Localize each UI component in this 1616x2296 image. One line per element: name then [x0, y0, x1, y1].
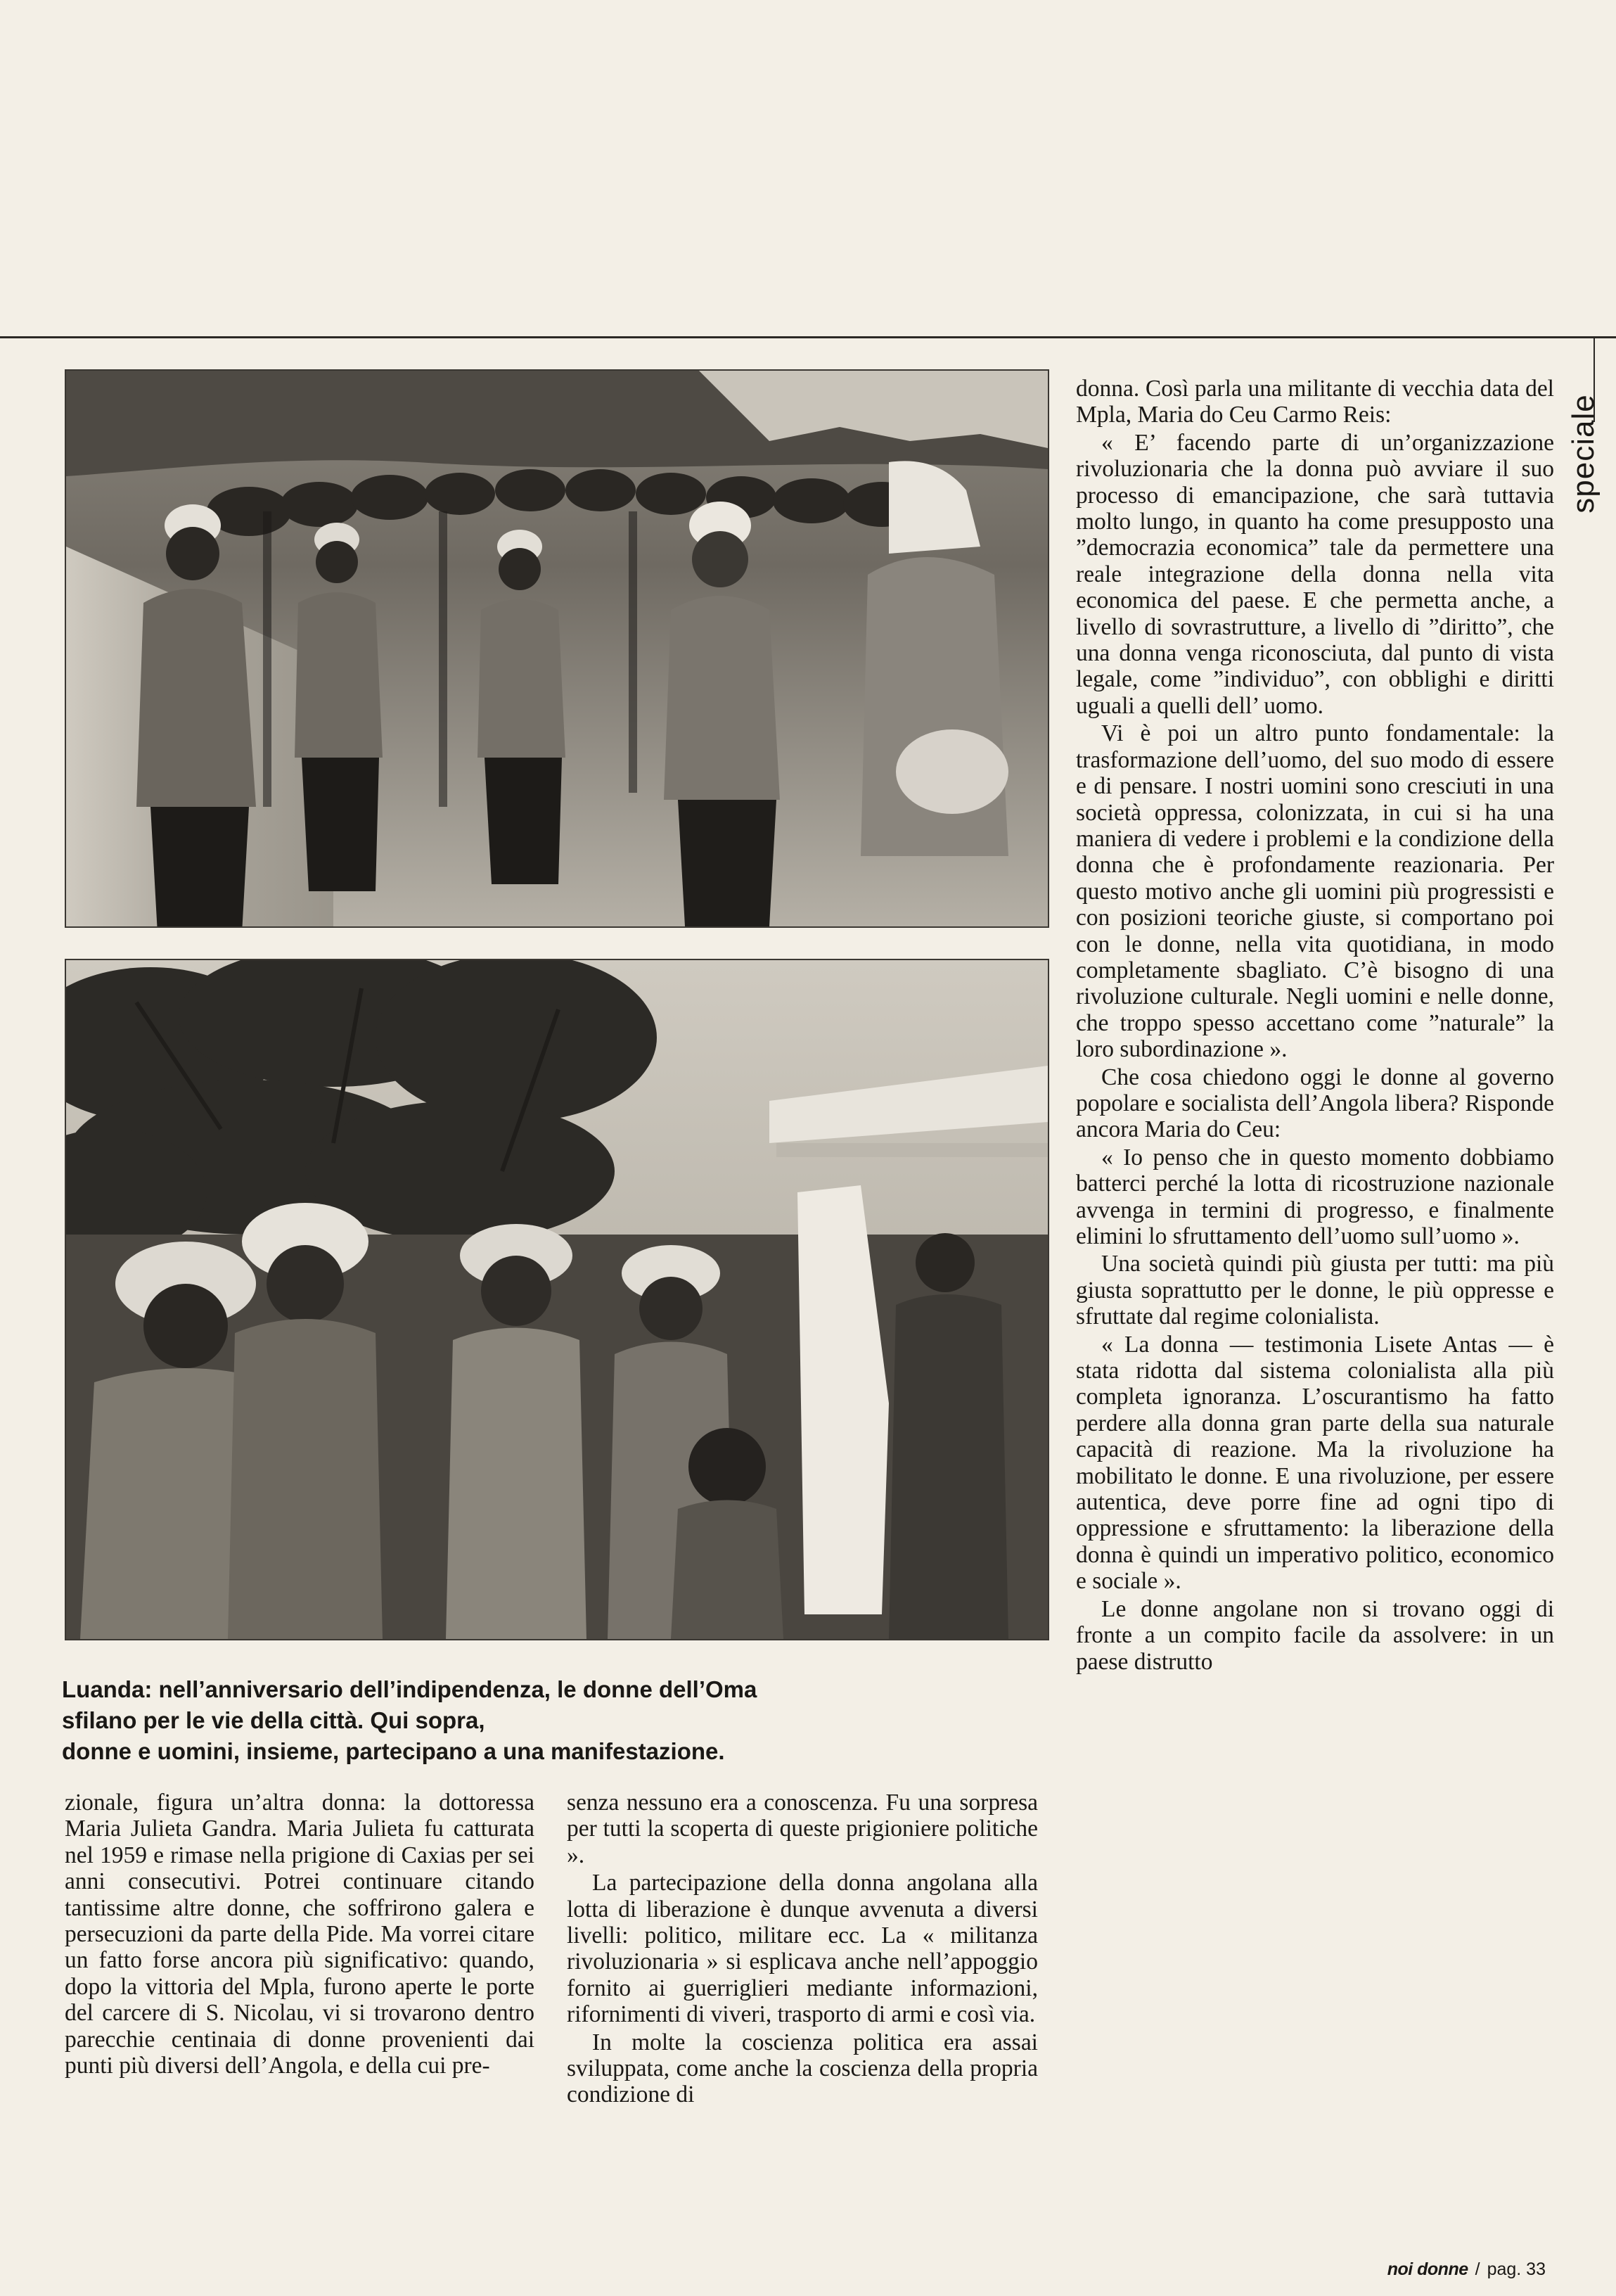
paragraph: La partecipazione della donna angolana alla lotta di liberazione è dunque avvenuta a diversi livelli: politico, militare ecc. La « militanza rivoluzionaria » si esplicava anche nell’appoggio fornito ai guerriglieri mediante informazioni, rifornimenti di viveri, trasporto di armi e così via. — [567, 1870, 1038, 2028]
photo-caption — [62, 1674, 1060, 1767]
caption-line: sfilano per le vie della città. Qui sopra, — [62, 1707, 485, 1733]
paragraph: « E’ facendo parte di un’organizzazione rivoluzionaria che la donna può avviare il suo processo di emancipazione, che sarà tuttavia molto lungo, in quanto ha come presupposto una ”democrazia economica” tale da permettere una reale integrazione della donna nella vita economica del paese. E che permetta anche, a livello di sovrastrutture, a livello di ”diritto”, che una donna venga riconosciuta, dal punto di vista legale, come ”individuo”, con obblighi e diritti uguali a quelli dell’ uomo. — [1076, 429, 1554, 719]
top-rule — [0, 336, 1616, 338]
paragraph: « Io penso che in questo momento dobbiamo batterci perché la lotta di ricostruzione nazionale avvenga in termini di progresso, e finalmente elimini lo sfruttamento dell’uomo sull’uomo ». — [1076, 1144, 1554, 1249]
page-footer — [1387, 2259, 1546, 2280]
article-column-right — [1076, 376, 1554, 1675]
paragraph: donna. Così parla una militante di vecchia data del Mpla, Maria do Ceu Carmo Reis: — [1076, 376, 1554, 428]
photo-crowd — [65, 959, 1049, 1640]
paragraph: zionale, figura un’altra donna: la dottoressa Maria Julieta Gandra. Maria Julieta fu catturata nel 1959 e rimase nella prigione di Caxias per sei anni consecutivi. Potrei continuare citando tantissime altre donne, che soffrirono galera e persecuzioni da parte della Pide. Ma vorrei citare un fatto forse ancora più significativo: quando, dopo la vittoria del Mpla, furono aperte le porte del carcere di S. Nicolau, vi si trovarono dentro parecchie centinaia di donne provenienti dai punti più diversi dell’Angola, e della cui pre- — [65, 1790, 534, 2079]
article-column-middle — [567, 1790, 1038, 2108]
paragraph: Vi è poi un altro punto fondamentale: la trasformazione dell’uomo, del suo modo di essere e di pensare. I nostri uomini sono cresciuti in una società oppressa, colonizzata, in cui si ha una maniera di vedere i problemi e la condizione della donna che è profondamente reazionaria. Per questo motivo anche gli uomini più progressisti e con posizioni teoriche giuste, si comportano poi con le donne, nella vita quotidiana, in modo completamente sbagliato. C’è bisogno di una rivoluzione culturale. Negli uomini e nelle donne, che troppo spesso accettano come ”naturale” la loro subordinazione ». — [1076, 720, 1554, 1063]
photo-parade — [65, 369, 1049, 928]
paragraph: « La donna — testimonia Lisete Antas — è stata ridotta dal sistema colonialista alla più completa ignoranza. L’oscurantismo ha fatto perdere alla donna gran parte della sua naturale capacità di reazione. Ma la rivoluzione ha mobilitato le donne. E una rivoluzione, per essere autentica, deve porre fine ad ogni tipo di oppressione e sfruttamento: la liberazione della donna è quindi un imperativo politico, economico e sociale ». — [1076, 1331, 1554, 1595]
caption-line: donne e uomini, insieme, partecipano a una manifestazione. — [62, 1738, 725, 1764]
caption-line: Luanda: nell’anniversario dell’indipendenza, le donne dell’Oma — [62, 1676, 757, 1702]
magazine-brand: noi donne — [1387, 2259, 1468, 2279]
article-column-left — [65, 1790, 534, 2079]
paragraph: Che cosa chiedono oggi le donne al governo popolare e socialista dell’Angola libera? Risponde ancora Maria do Ceu: — [1076, 1064, 1554, 1143]
section-tag-text: speciale — [1566, 394, 1601, 514]
paragraph: Le donne angolane non si trovano oggi di fronte a un compito facile da assolvere: in un paese distrutto — [1076, 1595, 1554, 1675]
paragraph: senza nessuno era a conoscenza. Fu una sorpresa per tutti la scoperta di queste prigioniere politiche ». — [567, 1790, 1038, 1868]
paragraph: Una società quindi più giusta per tutti: ma più giusta soprattutto per le donne, le più oppresse e sfruttate dal regime colonialista. — [1076, 1251, 1554, 1330]
footer-separator: / — [1475, 2259, 1480, 2279]
page-number: pag. 33 — [1487, 2259, 1546, 2279]
paragraph: In molte la coscienza politica era assai sviluppata, come anche la coscienza della propria condizione di — [567, 2029, 1038, 2108]
section-tag — [1563, 366, 1605, 542]
